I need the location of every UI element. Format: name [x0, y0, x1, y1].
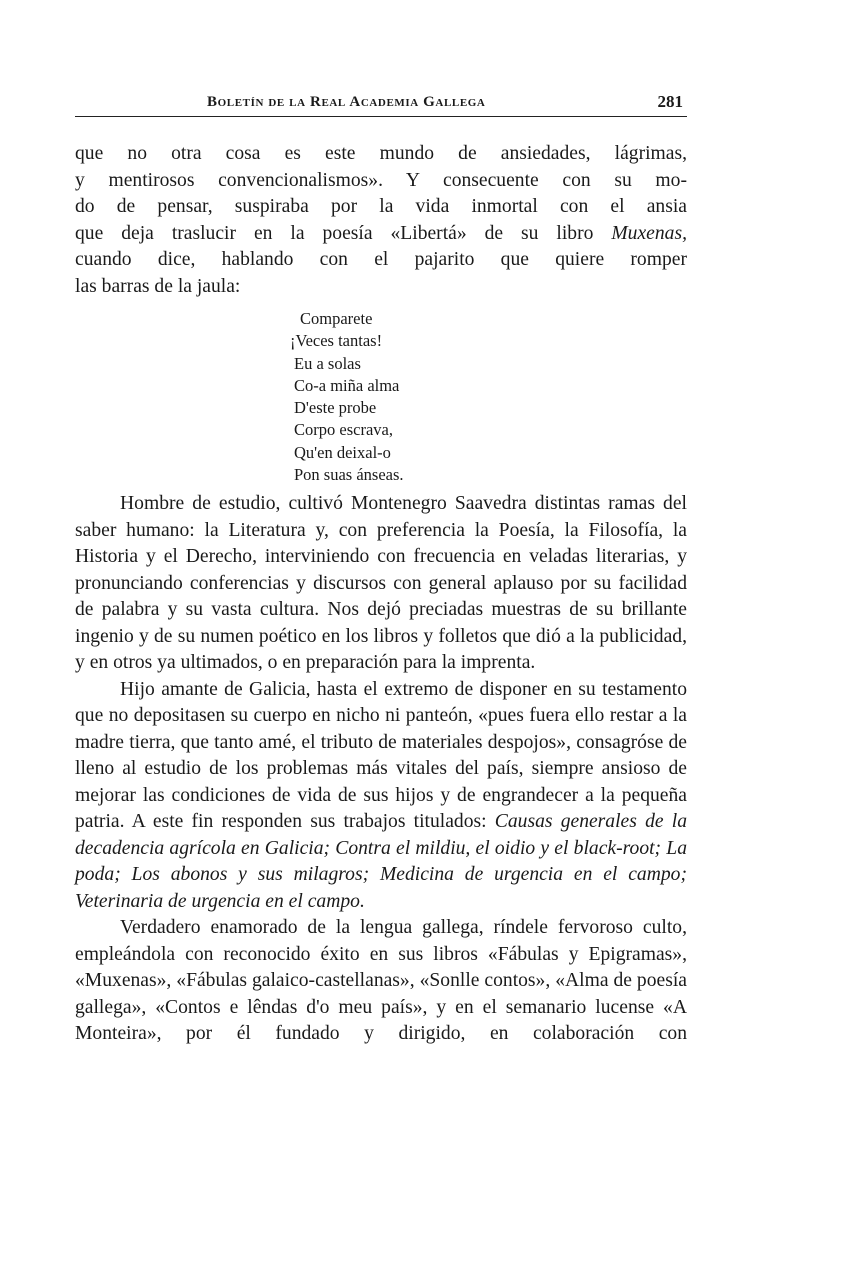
intro-paragraph — [75, 141, 687, 300]
paragraph-language: Verdadero enamorado de la lengua gallega, ríndele fervoroso culto, empleándola con reconocido éxito en sus libros «Fábulas y Epigramas», «Muxenas», «Fábulas galaico-castellanas», «Sonlle contos», «Alma de poesía gallega», «Contos e lêndas d'o meu país», y en el semanario lucense «A Monteira», por él fundado y dirigido, en colaboración con — [75, 917, 687, 1044]
journal-title: Boletín de la Real Academia Gallega — [207, 94, 486, 110]
poem-line: Pon suas ánseas. — [294, 465, 404, 485]
book-title: Muxenas, — [611, 222, 687, 244]
text-line: las barras de la jaula: — [75, 275, 241, 297]
poem-line: Comparete — [300, 309, 373, 328]
paragraph-studies: Hombre de estudio, cultivó Montenegro Saavedra distintas ramas del saber humano: la Literatura y, con preferencia la Poesía, la Filosofía, la Historia y el Derecho, interviniendo con frecuencia en veladas literarias, y pronunciando conferencias y discursos con general aplauso por su facilidad de palabra y su vasta cultura. Nos dejó preciadas muestras de su brillante ingenio y de su numen poético en los libros y folletos que dió a la publicidad, y en otros ya ultimados, o en preparación para la imprenta. — [75, 493, 687, 673]
poem-quote — [288, 308, 404, 486]
text-line — [75, 221, 687, 248]
body-text — [75, 491, 687, 1048]
poem-line: ¡Veces tantas! — [290, 331, 383, 351]
text-line: que no otra cosa es este mundo de ansiedades, lágrimas, — [75, 143, 687, 164]
paragraph-galicia — [75, 677, 687, 916]
poem-line: Qu'en deixal-o — [294, 442, 391, 462]
text-line: cuando dice, hablando con el pajarito que quiere romper — [75, 249, 687, 270]
works-list: Causas generales de la decadencia agrícola en Galicia; Contra el mildiu, el oidio y el black-root; La poda; Los abonos y sus milagros; Medicina de urgencia en el campo; Veterinaria de urgencia en el campo. — [75, 811, 687, 912]
poem-line: Co-a miña alma — [294, 375, 400, 395]
poem-line: D'este probe — [294, 398, 377, 418]
running-header — [75, 94, 687, 117]
poem-line: Eu a solas — [294, 353, 361, 373]
text-line: do de pensar, suspiraba por la vida inmortal con el ansia — [75, 196, 687, 217]
text-segment: que deja traslucir en la poesía «Libertá» de su libro — [75, 222, 612, 244]
text-segment: Hijo amante de Galicia, hasta el extremo de disponer en su testamento que no depositasen su cuerpo en nicho ni panteón, «pues fuera ello restar a la madre tierra, que tanto amé, el tributo de materiales despojos», consagróse de lleno al estudio de los problemas más vitales del país, siempre ansioso de mejorar las condiciones de vida de sus hijos y de engrandecer a la pequeña patria. A este fin responden sus trabajos titulados: — [75, 678, 687, 832]
poem-line: Corpo escrava, — [294, 420, 393, 440]
page-number: 281 — [657, 92, 683, 111]
text-line: y mentirosos convencionalismos». Y consecuente con su mo- — [75, 169, 687, 191]
